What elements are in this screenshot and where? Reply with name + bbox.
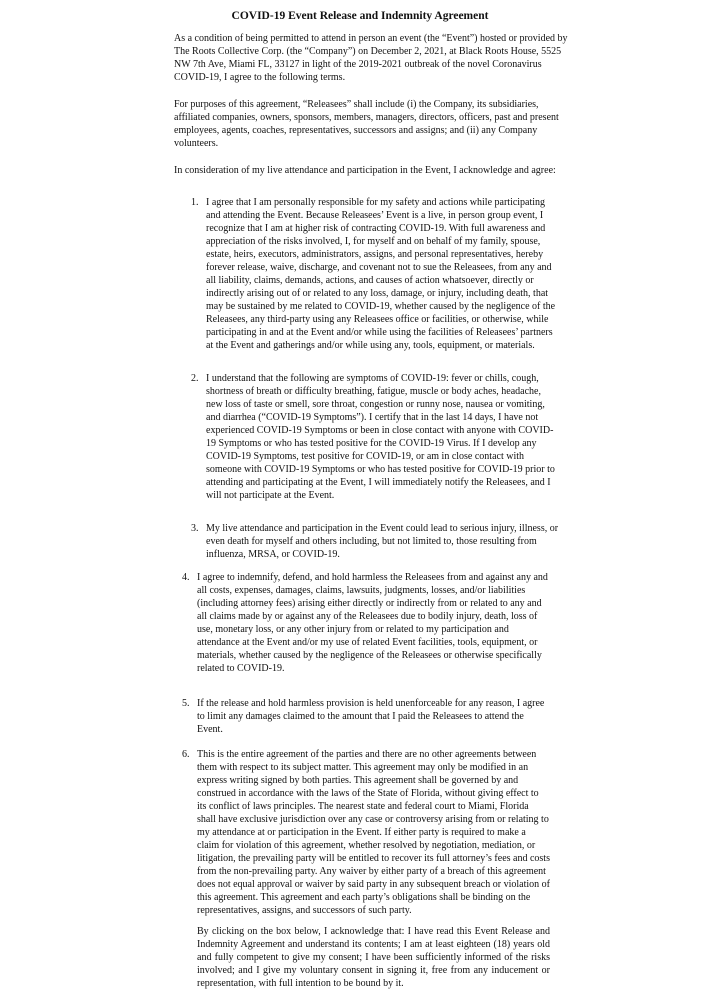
releasees-paragraph: For purposes of this agreement, “Releasees” shall include (i) the Company, its subsidiaries, affiliated companies, owners, sponsors, members, managers, directors, officers, past and present employees, agents, coaches, representatives, successors and assigns; and (ii) any Company volunteers. [174,99,559,149]
term-text: I agree that I am personally responsible for my safety and actions while participating and attending the Event. Because Releasees’ Event is a live, in person group event, I recognize that I am at higher risk of contracting COVID-19. With full awareness and appreciation of the risks involved, I, for myself and on behalf of my family, spouse, estate, heirs, executors, administrators, assigns, and personal representatives, hereby forever release, waive, discharge, and covenant not to sue the Releasees, from any and all liability, claims, demands, actions, and causes of action whatsoever, directly or indirectly arising out of or related to any loss, damage, or injury, including death, that may be sustained by me related to COVID-19, whether caused by the negligence of the Releasees, any third-party using any Releasees office or facilities, or otherwise, while participating in and at the Event and/or while using the facilities of Releasees’ partners at the Event and gatherings and/or while using any, tools, equipment, or materials. [206,197,556,351]
document-title: COVID-19 Event Release and Indemnity Agreement [231,10,489,22]
term-text: If the release and hold harmless provision is held unenforceable for any reason, I agree to limit any damages claimed to the amount that I paid the Releasees to attend the Event. [197,698,545,735]
term-number: 1. [191,197,199,208]
term-number: 4. [182,572,190,583]
term-item-3 [0,522,720,561]
term-number: 2. [191,373,199,384]
term-text: I agree to indemnify, defend, and hold harmless the Releasees from and against any and all costs, expenses, damages, claims, lawsuits, judgments, losses, and/or liabilities (including attorney fees) arising either directly or indirectly from or related to any and all claims made by or against any of the Releasees due to bodily injury, death, loss of use, monetary loss, or any other injury from or related to my participation and attendance at the Event and/or my use of related Event facilities, tools, equipment, or materials, whether caused by the negligence of the Releasees or otherwise specifically related to COVID-19. [197,572,548,674]
consideration-paragraph: In consideration of my live attendance and participation in the Event, I acknowledge and agree: [174,165,556,176]
term-item-1 [0,196,720,352]
term-number: 5. [182,698,190,709]
term-item-6 [0,748,720,917]
acknowledgment-paragraph: By clicking on the box below, I acknowledge that: I have read this Event Release and Indemnity Agreement and understand its contents; I am at least eighteen (18) years old and fully competent to give my consent; I have been sufficiently informed of the risks involved; and I give my voluntary consent in signing it, free from any inducement or representation, with full intention to be bound by it. [197,926,550,989]
term-item-2 [0,372,720,502]
term-text: My live attendance and participation in the Event could lead to serious injury, illness, or even death for myself and others including, but not limited to, those resulting from influenza, MRSA, or COVID-19. [206,523,559,560]
terms-list [0,196,720,917]
intro-paragraph: As a condition of being permitted to attend in person an event (the “Event”) hosted or provided by The Roots Collective Corp. (the “Company”) on December 2, 2021, at Black Roots House, 5525 NW 7th Ave, Miami FL, 33127 in light of the 2019-2021 outbreak of the novel Coronavirus COVID-19, I agree to the following terms. [174,33,568,83]
term-text: This is the entire agreement of the parties and there are no other agreements between them with respect to its subject matter. This agreement may only be modified in an express writing signed by both parties. This agreement shall be governed by and construed in accordance with the laws of the State of Florida, without giving effect to its conflict of laws principles. The nearest state and federal court to Miami, Florida shall have exclusive jurisdiction over any case or controversy arising from or relating to my attendance at or participation in the Event. If either party is required to make a claim for violation of this agreement, whether resolved by negotiation, mediation, or litigation, the prevailing party will be entitled to recover its full attorney’s fees and costs from the non-prevailing party. Any waiver by either party of a breach of this agreement does not equal approval or waiver by said party in any subsequent breach or violation of this agreement. This agreement and each party’s obligations shall be binding on the representatives, assigns, and successors of such party. [197,749,550,916]
term-item-4 [0,571,720,675]
term-item-5 [0,697,720,736]
term-number: 6. [182,749,190,760]
term-text: I understand that the following are symptoms of COVID-19: fever or chills, cough, shortness of breath or difficulty breathing, fatigue, muscle or body aches, headache, new loss of taste or smell, sore throat, congestion or runny nose, nausea or vomiting, and diarrhea (“COVID-19 Symptoms”). I certify that in the last 14 days, I have not experienced COVID-19 Symptoms or been in close contact with anyone with COVID-19 Symptoms or who has tested positive for the COVID-19 Virus. If I develop any COVID-19 Symptoms, test positive for COVID-19, or am in close contact with someone with COVID-19 Symptoms or who has tested positive for COVID-19 prior to attending and participating at the Event, I will immediately notify the Releasees, and I will not participate at the Event. [206,373,555,501]
term-number: 3. [191,523,199,534]
